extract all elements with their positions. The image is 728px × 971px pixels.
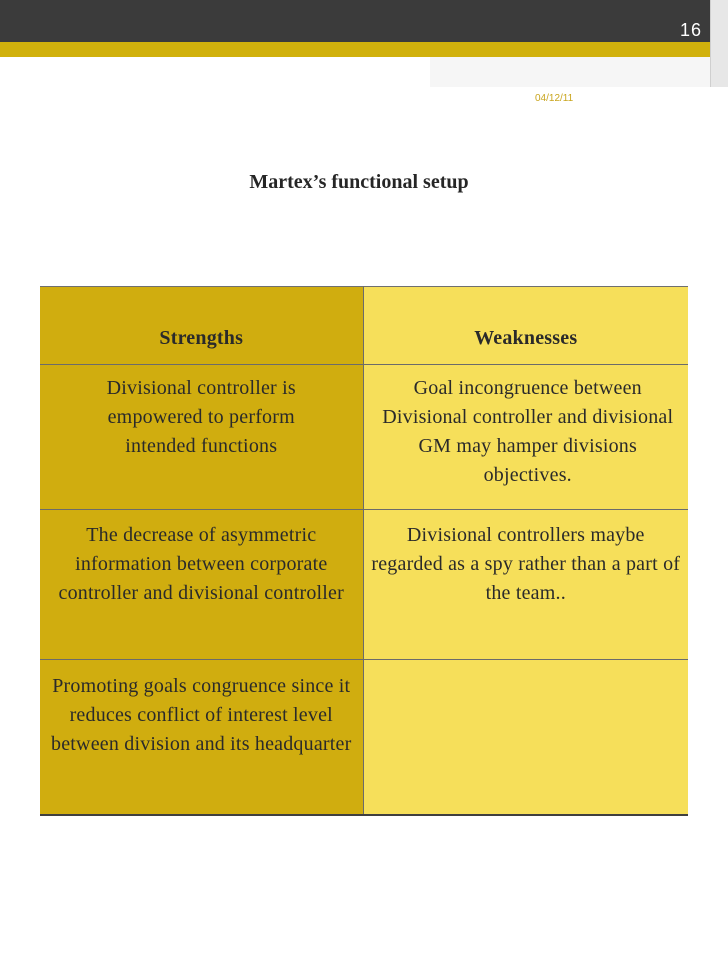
- strength-cell: Divisional controller is empowered to perform intended functions: [40, 365, 363, 510]
- slide-number: 16: [679, 20, 702, 40]
- strength-cell: Promoting goals congruence since it reduces conflict of interest level between division and its headquarter: [40, 660, 363, 815]
- weakness-cell: Goal incongruence between Divisional controller and divisional GM may hamper divisions objectives.: [363, 365, 688, 510]
- header-dark-band: [0, 0, 710, 42]
- slide-date: 04/12/11: [535, 93, 574, 104]
- table-row: [40, 660, 688, 815]
- header-gold-band: [0, 42, 710, 57]
- header-edge-strip: [710, 0, 728, 87]
- table-row: [40, 510, 688, 660]
- weakness-cell: [363, 660, 688, 815]
- table-header-row: [40, 287, 688, 365]
- slide-title: Martex’s functional setup: [249, 171, 469, 193]
- header-weaknesses: Weaknesses: [363, 287, 688, 365]
- strength-cell: The decrease of asymmetric information between corporate controller and divisional controller: [40, 510, 363, 660]
- weakness-cell: Divisional controllers maybe regarded as a spy rather than a part of the team..: [363, 510, 688, 660]
- header-light-band: [430, 57, 710, 87]
- strengths-weaknesses-table: [40, 286, 688, 816]
- header-strengths: Strengths: [40, 287, 363, 365]
- table-row: [40, 365, 688, 510]
